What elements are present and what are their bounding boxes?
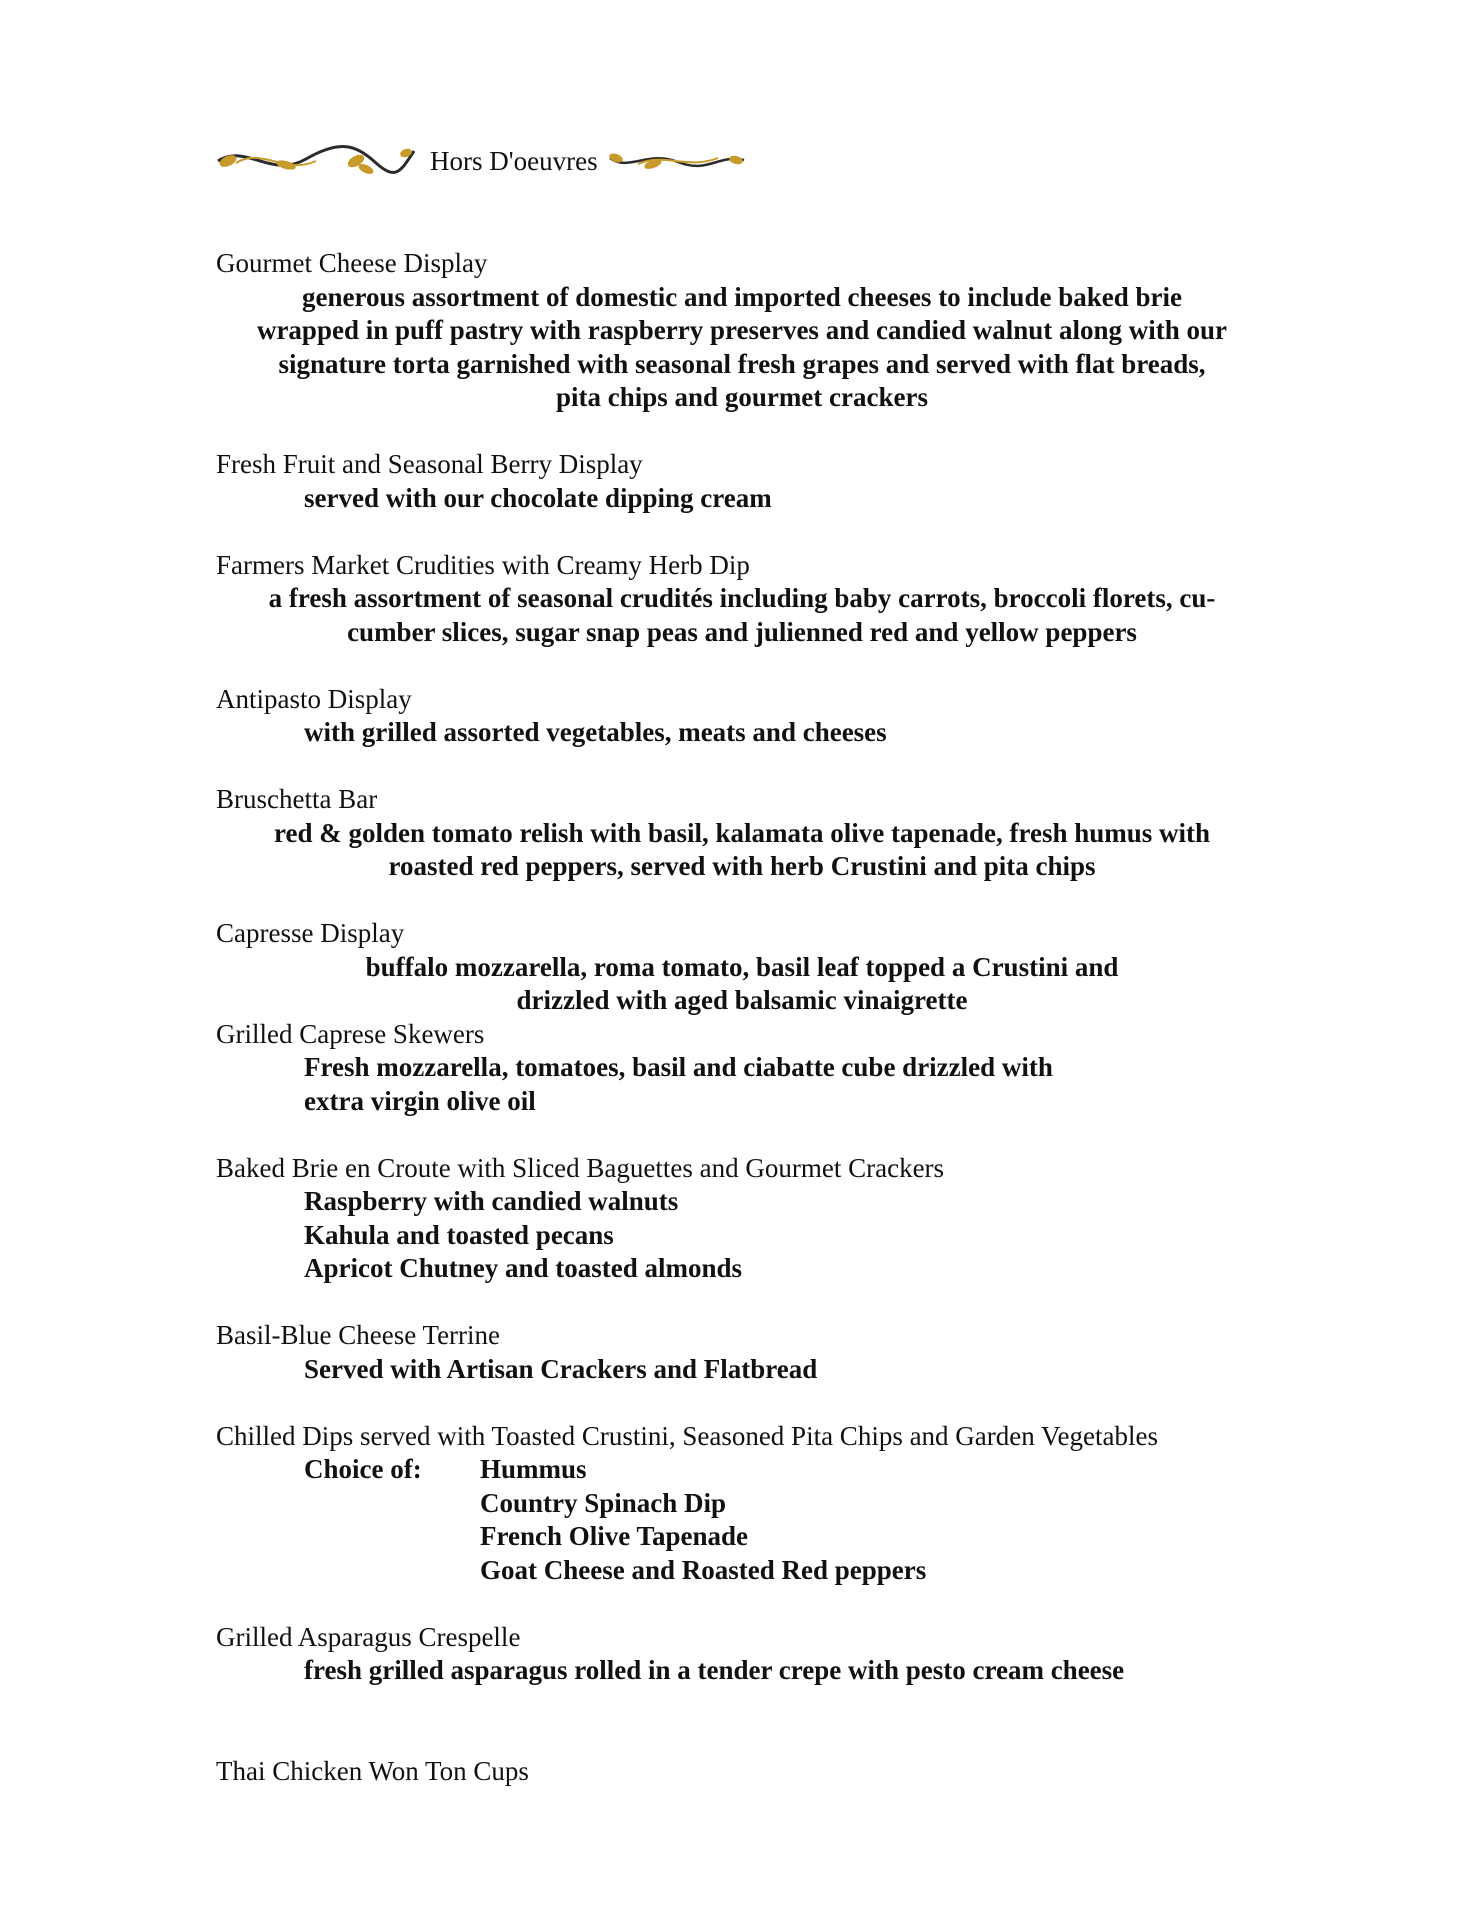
menu-item-bruschetta-bar bbox=[216, 783, 1268, 884]
item-description: Served with Artisan Crackers and Flatbread bbox=[304, 1353, 818, 1384]
menu-item-fresh-fruit-display bbox=[216, 448, 1268, 515]
menu-list bbox=[216, 247, 1268, 1788]
item-description: generous assortment of domestic and imported cheeses to include baked brie bbox=[302, 281, 1182, 312]
choice-row bbox=[216, 1453, 1268, 1487]
choice-label: Choice of: bbox=[304, 1454, 422, 1484]
menu-item-gourmet-cheese-display bbox=[216, 247, 1268, 415]
item-name: Farmers Market Crudities with Creamy Herb Dip bbox=[216, 549, 750, 580]
item-description: Raspberry with candied walnuts bbox=[304, 1186, 679, 1216]
item-description: wrapped in puff pastry with raspberry preserves and candied walnut along with our bbox=[256, 315, 1228, 345]
item-name: Baked Brie en Croute with Sliced Baguettes and Gourmet Crackers bbox=[216, 1152, 945, 1183]
item-name: Basil-Blue Cheese Terrine bbox=[216, 1320, 501, 1350]
menu-item-antipasto-display bbox=[216, 683, 1268, 750]
item-description: Fresh mozzarella, tomatoes, basil and ciabatte cube drizzled with bbox=[304, 1052, 1053, 1082]
menu-item-chilled-dips bbox=[216, 1420, 1268, 1588]
menu-item-capresse-display bbox=[216, 917, 1268, 1018]
menu-item-baked-brie-en-croute bbox=[216, 1152, 1268, 1286]
item-description: pita chips and gourmet crackers bbox=[556, 382, 928, 412]
item-name: Capresse Display bbox=[216, 918, 405, 948]
choice-option: Country Spinach Dip bbox=[480, 1487, 727, 1518]
right-vine-ornament-icon bbox=[608, 146, 748, 176]
item-description: with grilled assorted vegetables, meats and cheeses bbox=[304, 717, 887, 747]
choice-option: French Olive Tapenade bbox=[480, 1521, 749, 1551]
item-name: Gourmet Cheese Display bbox=[216, 248, 488, 278]
item-name: Grilled Asparagus Crespelle bbox=[216, 1621, 521, 1652]
section-header bbox=[216, 138, 748, 184]
menu-item-thai-chicken-won-ton-cups bbox=[216, 1755, 1268, 1789]
left-vine-ornament-icon bbox=[216, 141, 416, 181]
choice-row bbox=[216, 1520, 1268, 1554]
page-title: Hors D'oeuvres bbox=[430, 145, 598, 176]
item-name: Thai Chicken Won Ton Cups bbox=[216, 1755, 529, 1786]
item-description: served with our chocolate dipping cream bbox=[304, 482, 772, 513]
item-description: signature torta garnished with seasonal fresh grapes and served with flat breads, bbox=[278, 348, 1206, 379]
item-description: drizzled with aged balsamic vinaigrette bbox=[516, 985, 968, 1015]
item-name: Grilled Caprese Skewers bbox=[216, 1018, 485, 1049]
menu-item-basil-blue-cheese-terrine bbox=[216, 1319, 1268, 1386]
item-description: cumber slices, sugar snap peas and julienned red and yellow peppers bbox=[347, 616, 1137, 647]
item-description: Kahula and toasted pecans bbox=[304, 1219, 614, 1250]
item-name: Chilled Dips served with Toasted Crustini, Seasoned Pita Chips and Garden Vegetables bbox=[216, 1420, 1158, 1451]
choice-row bbox=[216, 1487, 1268, 1521]
item-name: Antipasto Display bbox=[216, 683, 412, 714]
choice-option: Hummus bbox=[480, 1454, 587, 1484]
choice-row bbox=[216, 1554, 1268, 1588]
choice-option: Goat Cheese and Roasted Red peppers bbox=[480, 1554, 927, 1585]
item-description: a fresh assortment of seasonal crudités including baby carrots, broccoli florets, cu- bbox=[268, 583, 1216, 613]
item-description: buffalo mozzarella, roma tomato, basil leaf topped a Crustini and bbox=[365, 951, 1119, 982]
item-description: Apricot Chutney and toasted almonds bbox=[304, 1253, 743, 1283]
item-description: extra virgin olive oil bbox=[304, 1085, 536, 1116]
item-name: Fresh Fruit and Seasonal Berry Display bbox=[216, 449, 643, 479]
item-description: fresh grilled asparagus rolled in a tender crepe with pesto cream cheese bbox=[304, 1655, 1125, 1685]
menu-item-farmers-market-crudities bbox=[216, 549, 1268, 650]
item-description: roasted red peppers, served with herb Crustini and pita chips bbox=[388, 851, 1096, 881]
menu-item-grilled-asparagus-crespelle bbox=[216, 1621, 1268, 1688]
item-description: red & golden tomato relish with basil, kalamata olive tapenade, fresh humus with bbox=[273, 817, 1211, 848]
item-name: Bruschetta Bar bbox=[216, 784, 378, 814]
menu-item-grilled-caprese-skewers bbox=[216, 1018, 1268, 1119]
